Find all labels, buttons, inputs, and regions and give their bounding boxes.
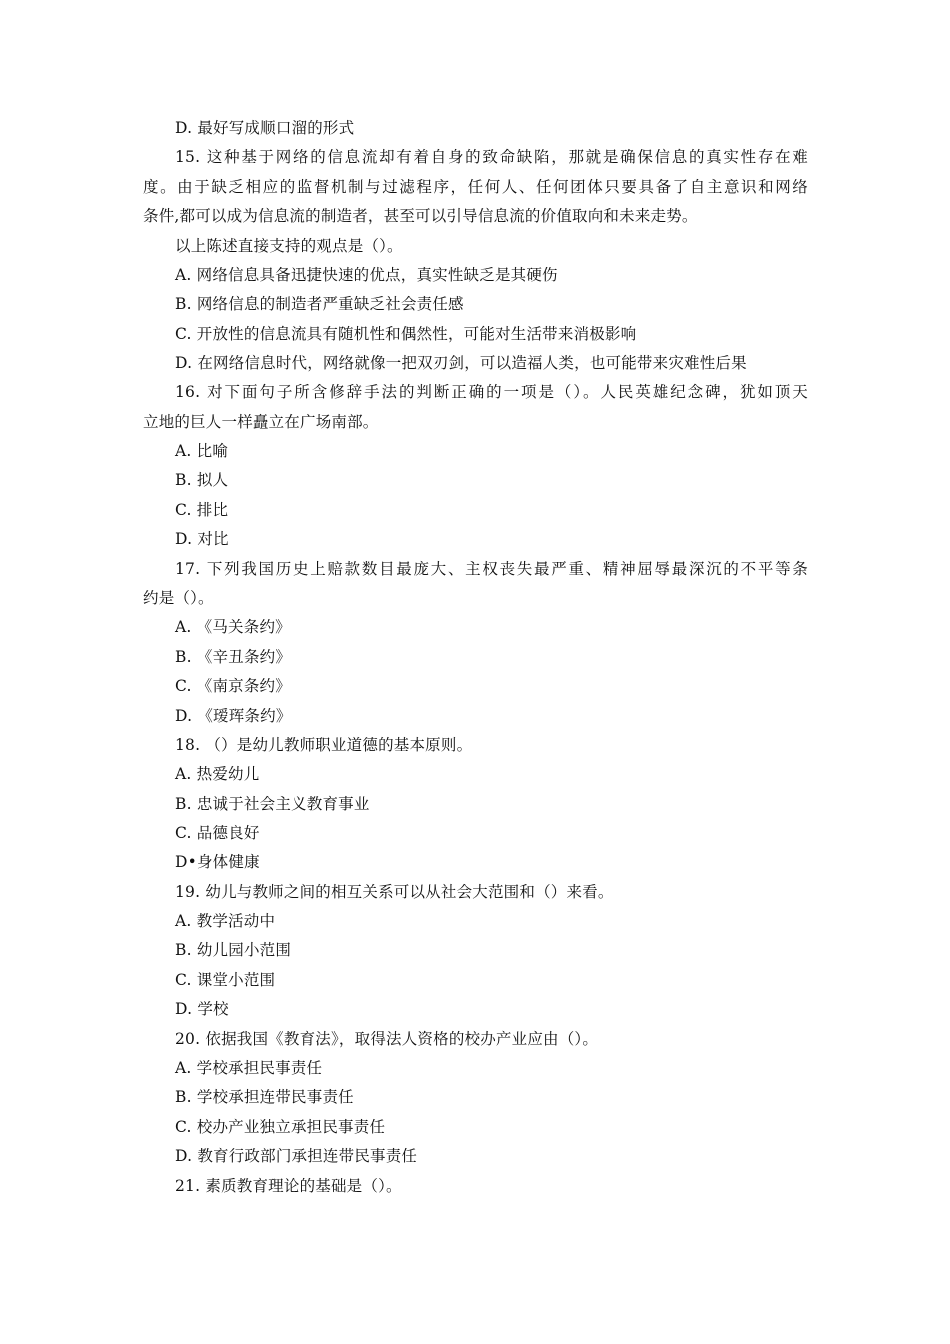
text-line: D. 在网络信息时代，网络就像一把双刃剑，可以造福人类，也可能带来灾难性后果	[175, 354, 747, 372]
text-line: A. 网络信息具备迅捷快速的优点，真实性缺乏是其硬伤	[175, 266, 558, 284]
text-line: C. 排比	[175, 501, 229, 519]
text-line: A. 学校承担民事责任	[175, 1059, 323, 1077]
text-line: B. 拟人	[175, 471, 229, 489]
text-line: A. 《马关条约》	[175, 618, 291, 636]
text-line: C. 《南京条约》	[175, 677, 291, 695]
text-line: B. 忠诚于社会主义教育事业	[175, 795, 370, 813]
text-line: A. 比喻	[175, 442, 229, 460]
text-line: 16. 对下面句子所含修辞手法的判断正确的一项是（）。人民英雄纪念碑，犹如顶天	[175, 383, 808, 401]
text-line: 20. 依据我国《教育法》，取得法人资格的校办产业应由（）。	[175, 1030, 599, 1048]
text-line: 15. 这种基于网络的信息流却有着自身的致命缺陷，那就是确保信息的真实性存在难	[175, 148, 808, 166]
text-line: C. 课堂小范围	[175, 971, 276, 989]
text-line: C. 开放性的信息流具有随机性和偶然性，可能对生活带来消极影响	[175, 325, 637, 343]
text-line: D. 学校	[175, 1000, 229, 1018]
text-line: 21. 素质教育理论的基础是（）。	[175, 1177, 402, 1195]
text-line: A. 教学活动中	[175, 912, 276, 930]
text-line: D. 对比	[175, 530, 229, 548]
text-line: 立地的巨人一样矗立在广场南部。	[143, 413, 379, 431]
text-line: 度。由于缺乏相应的监督机制与过滤程序，任何人、任何团体只要具备了自主意识和网络	[143, 178, 808, 196]
text-line: 约是（）。	[143, 589, 214, 607]
text-line: 以上陈述直接支持的观点是（）。	[175, 237, 403, 255]
text-line: D. 《瑷珲条约》	[175, 707, 292, 725]
text-line: B. 幼儿园小范围	[175, 941, 292, 959]
text-line: C. 校办产业独立承担民事责任	[175, 1118, 386, 1136]
text-line: 19. 幼儿与教师之间的相互关系可以从社会大范围和（）来看。	[175, 883, 614, 901]
text-line: B. 网络信息的制造者严重缺乏社会责任感	[175, 295, 464, 313]
text-line: D. 最好写成顺口溜的形式	[175, 119, 355, 137]
text-line: B. 《辛丑条约》	[175, 648, 292, 666]
text-line: A. 热爱幼儿	[175, 765, 260, 783]
text-line: D. 教育行政部门承担连带民事责任	[175, 1147, 418, 1165]
text-line: 条件,都可以成为信息流的制造者，甚至可以引导信息流的价值取向和未来走势。	[143, 207, 698, 225]
text-line: B. 学校承担连带民事责任	[175, 1088, 354, 1106]
text-line: 17. 下列我国历史上赔款数目最庞大、主权丧失最严重、精神屈辱最深沉的不平等条	[175, 560, 808, 578]
text-line: C. 品德良好	[175, 824, 260, 842]
text-line: 18. （）是幼儿教师职业道德的基本原则。	[175, 736, 473, 754]
text-line: D•身体健康	[175, 853, 260, 871]
